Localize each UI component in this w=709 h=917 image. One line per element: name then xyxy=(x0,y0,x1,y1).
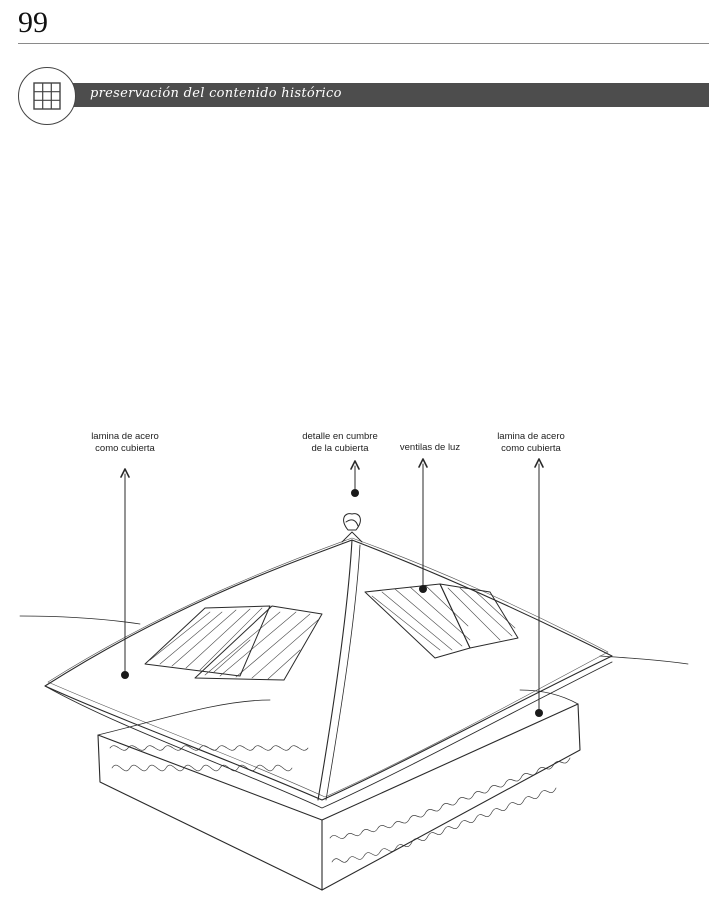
base-front-left xyxy=(98,735,322,890)
label-left-roof-line1: lamina de acero xyxy=(91,431,159,442)
label-right-roof-line1: lamina de acero xyxy=(497,431,565,442)
roof-hip-line xyxy=(318,540,352,800)
leader-left-roof xyxy=(121,469,129,674)
skylight-right-1 xyxy=(365,584,470,658)
label-ridge-line2: de la cubierta xyxy=(311,443,369,454)
marker-left-roof xyxy=(121,671,129,679)
marker-ridge xyxy=(351,489,359,497)
label-left-roof-line2: como cubierta xyxy=(95,443,155,454)
leader-right-roof xyxy=(535,459,543,712)
base-front-right xyxy=(322,704,580,890)
marker-skylights xyxy=(419,585,427,593)
section-title: preservación del contenido histórico xyxy=(90,86,342,101)
marker-right-roof xyxy=(535,709,543,717)
skylight-right-2 xyxy=(440,584,518,648)
skylight-left-2 xyxy=(195,606,322,680)
ridge-finial xyxy=(344,514,361,530)
skylight-left-1 xyxy=(145,606,270,676)
label-ridge-line1: detalle en cumbre xyxy=(302,431,378,442)
page-number: 99 xyxy=(18,6,48,39)
label-right-roof-line2: como cubierta xyxy=(501,443,561,454)
label-skylights-line1: ventilas de luz xyxy=(399,442,461,453)
roof-outline xyxy=(45,540,612,800)
leader-ridge xyxy=(351,461,359,493)
